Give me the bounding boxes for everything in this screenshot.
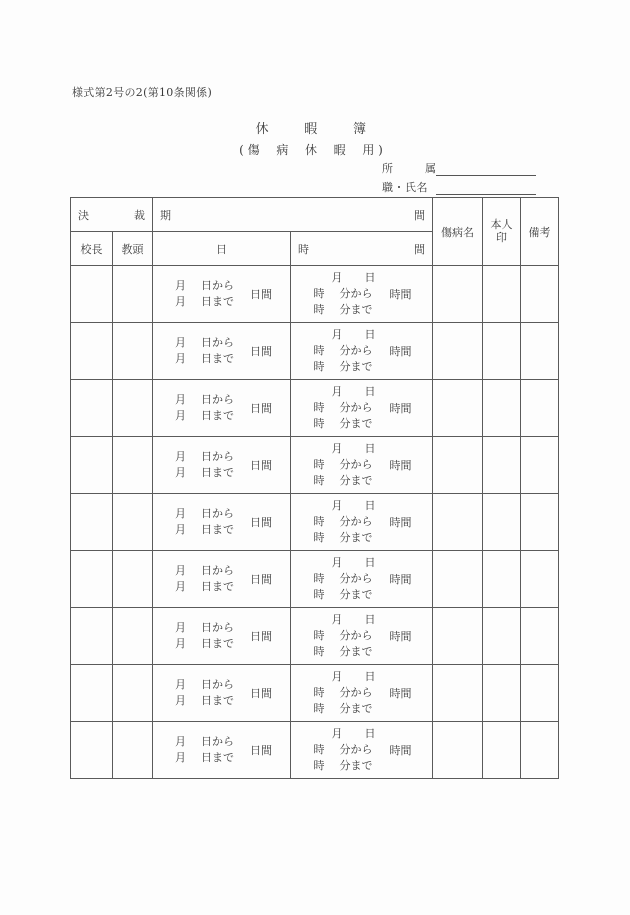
subtitle-close-paren: )	[378, 143, 383, 157]
cell-remarks[interactable]	[521, 665, 559, 722]
cell-remarks[interactable]	[521, 266, 559, 323]
cell-day-unit: 日間	[250, 573, 272, 586]
header-approval-right: 裁	[134, 208, 145, 222]
owner-fields	[382, 160, 536, 198]
department-input[interactable]	[436, 162, 536, 176]
subtitle-char-4: 暇	[333, 143, 346, 157]
cell-time-range[interactable]: 月 日 時 分から 時 分まで 時間	[291, 437, 433, 494]
cell-day-range[interactable]: 月 日から 月 日まで 日間	[153, 437, 291, 494]
cell-day-range[interactable]: 月 日から 月 日まで 日間	[153, 665, 291, 722]
department-label-right: 属	[425, 162, 436, 175]
cell-vice-principal[interactable]	[113, 608, 153, 665]
cell-day-unit: 日間	[250, 630, 272, 643]
cell-remarks[interactable]	[521, 437, 559, 494]
cell-principal[interactable]	[71, 665, 113, 722]
cell-illness-name[interactable]	[433, 494, 483, 551]
cell-time-range[interactable]: 月 日 時 分から 時 分まで 時間	[291, 266, 433, 323]
cell-time-range[interactable]: 月 日 時 分から 時 分まで 時間	[291, 494, 433, 551]
title-char-1: 休	[255, 122, 269, 137]
cell-time-unit: 時間	[389, 402, 412, 415]
header-illness-name: 傷病名	[433, 198, 483, 266]
name-input[interactable]	[436, 181, 536, 195]
table-body	[71, 266, 559, 779]
department-label	[382, 160, 436, 176]
table-row	[71, 608, 559, 665]
cell-time-unit: 時間	[389, 573, 412, 586]
cell-illness-name[interactable]	[433, 437, 483, 494]
table-row	[71, 437, 559, 494]
header-period	[153, 198, 433, 232]
name-label: 職・氏名	[382, 181, 428, 194]
cell-day-unit: 日間	[250, 288, 272, 301]
table-header-row-1	[71, 198, 559, 232]
cell-day-unit: 日間	[250, 516, 272, 529]
cell-personal-seal[interactable]	[483, 380, 521, 437]
cell-day-range[interactable]: 月 日から 月 日まで 日間	[153, 323, 291, 380]
cell-time-range[interactable]: 月 日 時 分から 時 分まで 時間	[291, 665, 433, 722]
cell-time-unit: 時間	[389, 630, 412, 643]
cell-day-range[interactable]: 月 日から 月 日まで 日間	[153, 608, 291, 665]
subtitle-open-paren: (	[239, 143, 244, 157]
cell-time-range[interactable]: 月 日 時 分から 時 分まで 時間	[291, 608, 433, 665]
cell-personal-seal[interactable]	[483, 665, 521, 722]
cell-principal[interactable]	[71, 608, 113, 665]
form-number: 様式第2号の2(第10条関係)	[72, 86, 213, 99]
cell-day-range[interactable]: 月 日から 月 日まで 日間	[153, 722, 291, 779]
cell-personal-seal[interactable]	[483, 722, 521, 779]
header-time-left: 時	[298, 242, 309, 256]
title-block	[0, 118, 630, 158]
title-char-3: 簿	[353, 122, 367, 137]
cell-day-unit: 日間	[250, 459, 272, 472]
cell-day-range[interactable]: 月 日から 月 日まで 日間	[153, 266, 291, 323]
cell-day-unit: 日間	[250, 687, 272, 700]
cell-time-range[interactable]: 月 日 時 分から 時 分まで 時間	[291, 380, 433, 437]
cell-personal-seal[interactable]	[483, 437, 521, 494]
department-row	[382, 160, 536, 176]
cell-time-unit: 時間	[389, 288, 412, 301]
table-row	[71, 722, 559, 779]
table-row	[71, 494, 559, 551]
cell-illness-name[interactable]	[433, 665, 483, 722]
cell-principal[interactable]	[71, 380, 113, 437]
cell-remarks[interactable]	[521, 323, 559, 380]
cell-day-range[interactable]: 月 日から 月 日まで 日間	[153, 494, 291, 551]
cell-time-unit: 時間	[389, 459, 412, 472]
cell-personal-seal[interactable]	[483, 551, 521, 608]
cell-illness-name[interactable]	[433, 608, 483, 665]
header-personal-seal	[483, 198, 521, 266]
header-period-left: 期	[160, 208, 171, 222]
document-title	[0, 118, 630, 137]
document-subtitle	[0, 141, 630, 158]
cell-vice-principal[interactable]	[113, 437, 153, 494]
cell-time-range[interactable]: 月 日 時 分から 時 分まで 時間	[291, 323, 433, 380]
title-char-2: 暇	[304, 122, 318, 137]
cell-principal[interactable]	[71, 266, 113, 323]
cell-principal[interactable]	[71, 323, 113, 380]
cell-day-range[interactable]: 月 日から 月 日まで 日間	[153, 380, 291, 437]
header-remarks: 備考	[521, 198, 559, 266]
cell-time-unit: 時間	[389, 744, 412, 757]
subtitle-char-1: 傷	[247, 143, 260, 157]
header-day: 日	[153, 232, 291, 266]
cell-remarks[interactable]	[521, 380, 559, 437]
table-row	[71, 380, 559, 437]
cell-day-range[interactable]: 月 日から 月 日まで 日間	[153, 551, 291, 608]
department-label-left: 所	[382, 162, 393, 175]
cell-vice-principal[interactable]	[113, 722, 153, 779]
cell-personal-seal[interactable]	[483, 494, 521, 551]
cell-illness-name[interactable]	[433, 380, 483, 437]
cell-remarks[interactable]	[521, 608, 559, 665]
cell-time-unit: 時間	[389, 345, 412, 358]
header-personal-seal-line2: 印	[496, 230, 507, 244]
cell-time-unit: 時間	[389, 687, 412, 700]
table-row	[71, 551, 559, 608]
subtitle-char-2: 病	[276, 143, 289, 157]
cell-day-unit: 日間	[250, 402, 272, 415]
cell-principal[interactable]	[71, 722, 113, 779]
cell-illness-name[interactable]	[433, 266, 483, 323]
name-row	[382, 179, 536, 195]
cell-principal[interactable]	[71, 551, 113, 608]
cell-personal-seal[interactable]	[483, 266, 521, 323]
cell-remarks[interactable]	[521, 494, 559, 551]
cell-personal-seal[interactable]	[483, 608, 521, 665]
cell-vice-principal[interactable]	[113, 266, 153, 323]
cell-principal[interactable]	[71, 494, 113, 551]
header-vice-principal: 教頭	[113, 232, 153, 266]
subtitle-char-3: 休	[304, 143, 317, 157]
header-time-right: 間	[414, 242, 425, 256]
cell-time-range[interactable]: 月 日 時 分から 時 分まで 時間	[291, 722, 433, 779]
table-row	[71, 665, 559, 722]
cell-remarks[interactable]	[521, 551, 559, 608]
header-time	[291, 232, 433, 266]
cell-vice-principal[interactable]	[113, 494, 153, 551]
header-principal: 校長	[71, 232, 113, 266]
cell-vice-principal[interactable]	[113, 323, 153, 380]
cell-remarks[interactable]	[521, 722, 559, 779]
cell-illness-name[interactable]	[433, 551, 483, 608]
table-row	[71, 323, 559, 380]
leave-record-table	[70, 197, 559, 779]
cell-day-unit: 日間	[250, 744, 272, 757]
cell-vice-principal[interactable]	[113, 665, 153, 722]
cell-personal-seal[interactable]	[483, 323, 521, 380]
header-personal-seal-line1: 本人	[490, 217, 513, 231]
cell-day-unit: 日間	[250, 345, 272, 358]
cell-time-unit: 時間	[389, 516, 412, 529]
cell-principal[interactable]	[71, 437, 113, 494]
subtitle-char-5: 用	[362, 143, 375, 157]
header-approval	[71, 198, 153, 232]
cell-vice-principal[interactable]	[113, 551, 153, 608]
cell-vice-principal[interactable]	[113, 380, 153, 437]
cell-illness-name[interactable]	[433, 722, 483, 779]
cell-illness-name[interactable]	[433, 323, 483, 380]
table-row	[71, 266, 559, 323]
header-period-right: 間	[414, 208, 425, 222]
cell-time-range[interactable]: 月 日 時 分から 時 分まで 時間	[291, 551, 433, 608]
header-approval-left: 決	[78, 208, 89, 222]
